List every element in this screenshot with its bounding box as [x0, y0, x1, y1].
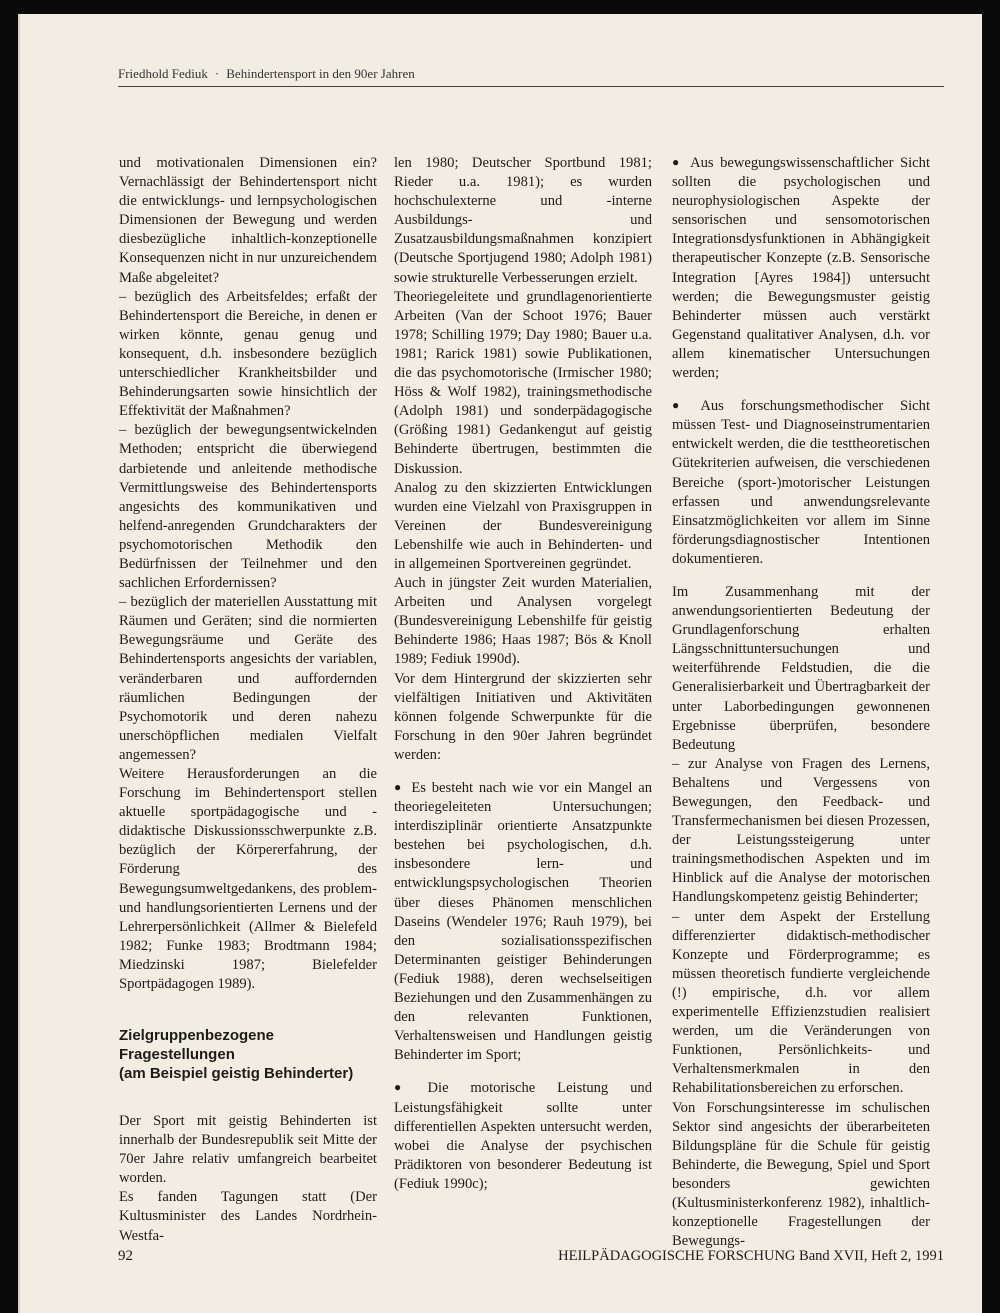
section-heading-line: Zielgruppenbezogene [119, 1027, 275, 1044]
bullet-item [672, 397, 930, 569]
paragraph: – bezüglich des Arbeitsfeldes; erfaßt der Behindertensport die Bereiche, in denen er wirken könnte, genau genug und konsequent, d.h. insbesondere bezüglich unterschiedlicher Krankheitsbilder und Behinderungsarten sowie hinsichtlich der Effektivität der Maßnahmen? [119, 288, 377, 420]
journal-footer: HEILPÄDAGOGISCHE FORSCHUNG Band XVII, Heft 2, 1991 [558, 1248, 944, 1264]
paragraph: – zur Analyse von Fragen des Lernens, Behaltens und Vergessens von Bewegungen, den Feedback- und Transfermechanismen bei diesen Prozessen, der Leistungssteigerung unter trainingsmethodischen Aspekten und im Hinblick auf die Analyse der motorischen Handlungskompetenz geistig Behinderter; [672, 755, 930, 906]
column-2 [394, 154, 652, 1194]
bullet-text: Die motorische Leistung und Leistungsfähigkeit sollte unter differentiellen Aspekten untersucht werden, wobei die Analyse der psychischen Prädiktoren von besonderer Bedeutung ist (Fediuk 1990c); [394, 1080, 652, 1192]
column-1 [119, 154, 377, 994]
paragraph: Analog zu den skizzierten Entwicklungen wurden eine Vielzahl von Praxisgruppen in Vereinen der Bundesvereinigung Lebenshilfe wie auch in Behinderten- und in allgemeinen Sportvereinen gegründet. [394, 479, 652, 572]
page-number: 92 [118, 1248, 133, 1264]
paragraph: Der Sport mit geistig Behinderten ist innerhalb der Bundesrepublik seit Mitte der 70er Jahre relativ umfangreich bearbeitet worden. [119, 1113, 377, 1187]
paragraph: Im Zusammenhang mit der anwendungsorientierten Bedeutung der Grundlagenforschung erhalten Längsschnittuntersuchungen und weiterführende Feldstudien, die die Generalisierbarkeit und Übertragbarkeit der unter Laborbedingungen gewonnenen Ergebnisse überprüfen, besondere Bedeutung [672, 583, 930, 753]
bullet-item [672, 154, 930, 383]
paragraph: Von Forschungsinteresse im schulischen Sektor sind angesichts der überarbeiteten Bildungspläne für die Schule für geistig Behinderte, die Bewegung, Spiel und Sport besonders gewichten (Kultusministerkonferenz 1982), inhaltlich-konzeptionelle Fragestellungen der Bewegungs- [672, 1099, 930, 1250]
section-heading-line: (am Beispiel geistig Behinderter) [119, 1065, 354, 1082]
bullet-item [394, 1079, 652, 1194]
section-heading-line: Fragestellungen [119, 1046, 235, 1063]
running-head-title: Behindertensport in den 90er Jahren [226, 66, 415, 81]
bullet-item [394, 779, 652, 1065]
bullet-text: Es besteht nach wie vor ein Mangel an theoriegeleiteten Untersuchungen; interdisziplinär orientierte Ansatzpunkte bestehen bei psychologischen, d.h. insbesondere lern- und entwicklungspsychologischen Theorien über dieses Phänomen menschlichen Daseins (Wendeler 1976; Rauh 1979), bei den sozialisationsspezifischen Determinanten geistiger Behinderungen (Fediuk 1988), deren wechselseitigen Beziehungen und den Zusammenhängen zu den relevanten Funktionen, Verhaltensweisen und Handlungen geistig Behinderter im Sport; [394, 780, 652, 1064]
bullet-text: Aus bewegungswissenschaftlicher Sicht sollten die psychologischen und neurophysiologischen Aspekte der sensorischen und sensomotorischen Integrationsdysfunktionen in Abhängigkeit therapeutischer Konzepte (z.B. Sensorische Integration [Ayres 1984]) untersucht werden; die Bewegungsmuster geistig Behinderter müssen auch verstärkt Gegenstand qualitativer Analysen, d.h. vor allem kinematischer Untersuchungen werden; [672, 155, 930, 382]
paragraph-gap [672, 569, 930, 583]
section-heading [119, 1026, 377, 1083]
paragraph: und motivationalen Dimensionen ein? Vernachlässigt der Behindertensport nicht die entwicklungs- und lernpsychologischen Dimensionen der Bewegung und werden diesbezügliche inhaltlich-konzeptionelle Konsequenzen nicht in nur unzureichendem Maße abgeleitet? [119, 155, 377, 286]
paragraph: – unter dem Aspekt der Erstellung differenzierter didaktisch-methodischer Konzepte und Förderprogramme; es müssen theoretisch fundierte vergleichende (!) empirische, d.h. vor allem experimentelle Effizienzstudien realisiert werden, um die Veränderungen von Funktionen, Persönlichkeits- und Verhaltensmerkmalen in den Rehabilitationsbereichen zu erforschen. [672, 908, 930, 1097]
running-head-separator: · [214, 66, 220, 81]
column-1-section [119, 1112, 377, 1246]
paragraph: Theoriegeleitete und grundlagenorientierte Arbeiten (Van der Schoot 1976; Bauer 1978; Schilling 1979; Day 1980; Bauer u.a. 1981; Rarick 1981) sowie Publikationen, die das psychomotorische (Irmischer 1980; Höss & Wolf 1982), trainingsmethodische (Adolph 1981) und sonderpädagogische (Größing 1981) Gedankengut auf geistig Behinderte übertrugen, bestimmten die Diskussion. [394, 288, 652, 477]
bullet-icon: ● [394, 1080, 420, 1095]
paragraph: – bezüglich der materiellen Ausstattung mit Räumen und Geräten; sind die normierten Bewegungsräume und Geräte des Behindertensports angesichts der variablen, veränderbaren und auffordernden räumlichen Bedingungen der Psychomotorik und deren nahezu unerschöpflichen medialen Vielfalt angemessen? [119, 594, 377, 763]
paragraph: Vor dem Hintergrund der skizzierten sehr vielfältigen Initiativen und Aktivitäten können folgende Schwerpunkte für die Forschung in den 90er Jahren begründet werden: [394, 670, 652, 763]
running-head [118, 66, 415, 82]
paragraph-gap [672, 383, 930, 397]
paragraph: len 1980; Deutscher Sportbund 1981; Rieder u.a. 1981); es wurden hochschulexterne und -interne Ausbildungs- und Zusatzausbildungsmaßnahmen konzipiert (Deutsche Sportjugend 1980; Adolph 1981) sowie strukturelle Verbesserungen erzielt. [394, 155, 652, 286]
bullet-icon: ● [672, 398, 693, 413]
running-head-author: Friedhold Fediuk [118, 66, 208, 81]
paragraph-gap [394, 1065, 652, 1079]
paragraph: – bezüglich der bewegungsentwickelnden Methoden; entspricht die überwiegend darbietende und anleitende methodische Vermittlungsweise des Behindertensports angesichts des kommunikativen und helfend-anregenden Grundcharakters der psychomotorischen Methodik den Bedürfnissen der Teilnehmer und den sachlichen Erfordernissen? [119, 422, 377, 592]
paragraph: Weitere Herausforderungen an die Forschung im Behindertensport stellen aktuelle sportpädagogische und -didaktische Diskussionsschwerpunkte z.B. bezüglich der Körpererfahrung, der Förderung des Bewegungsumweltgedankens, des problem- und handlungsorientierten Lernens und der Lehrerpersönlichkeit (Allmer & Bielefeld 1982; Funke 1983; Brodtmann 1984; Miedzinski 1987; Bielefelder Sportpädagogen 1989). [119, 766, 377, 993]
journal-page [18, 14, 982, 1313]
paragraph-gap [394, 765, 652, 779]
paragraph: Auch in jüngster Zeit wurden Materialien, Arbeiten und Analysen vorgelegt (Bundesvereinigung Lebenshilfe für geistig Behinderte 1986; Haas 1987; Bös & Knoll 1989; Fediuk 1990d). [394, 575, 652, 668]
bullet-icon: ● [672, 155, 683, 169]
column-3 [672, 154, 930, 1251]
header-rule [118, 86, 944, 87]
bullet-text: Aus forschungsmethodischer Sicht müssen Test- und Diagnoseinstrumentarien entwickelt werden, die die testtheoretischen Gütekriterien aufweisen, die verschiedenen Bereiche (sport-)motorischer Leistungen erfassen und anwendungsrelevante Einsatzmöglichkeiten vor allem im Sinne förderungsdiagnostischer Intentionen dokumentieren. [672, 398, 930, 567]
paragraph: Es fanden Tagungen statt (Der Kultusminister des Landes Nordrhein-Westfa- [119, 1189, 377, 1244]
bullet-icon: ● [394, 780, 404, 794]
